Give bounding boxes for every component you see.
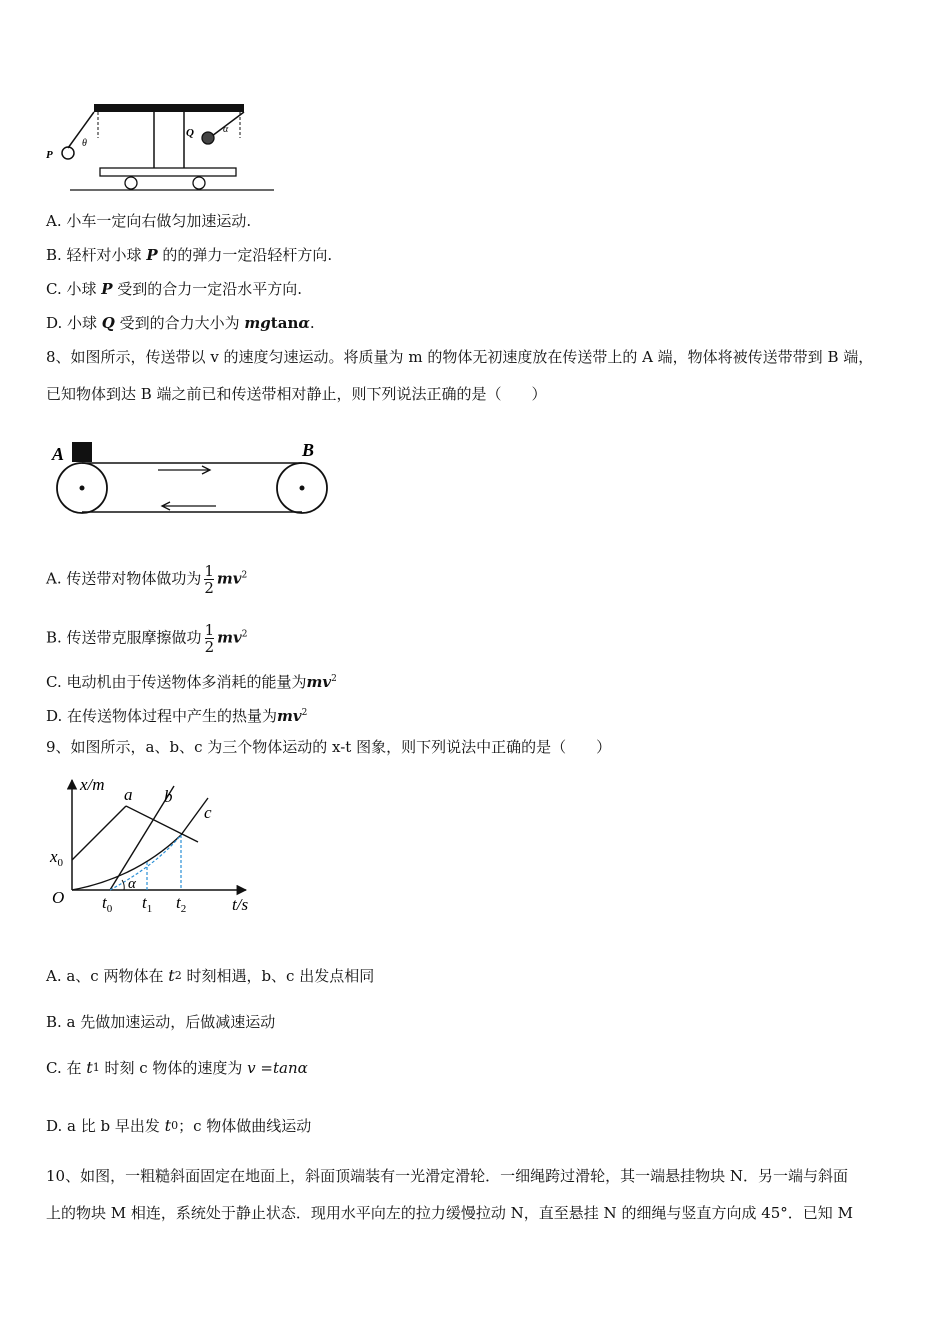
q9-x-axis-label: t/s bbox=[232, 895, 249, 914]
q9-t1-label: $t_1$ bbox=[142, 893, 153, 915]
q9-origin-label: O bbox=[52, 888, 65, 907]
q7-option-d: D. 小球 Q 受到的合力大小为 mgtanα. bbox=[46, 314, 315, 332]
q8-option-c: C. 电动机由于传送物体多消耗的能量为$mv^2$ bbox=[46, 673, 337, 691]
q9-alpha-label: α bbox=[128, 876, 136, 892]
q7-label-theta: θ bbox=[82, 138, 87, 149]
q9-t2-label: $t_2$ bbox=[176, 893, 187, 915]
q9-xt-graph bbox=[46, 770, 266, 920]
q8-label-b: B bbox=[302, 440, 315, 460]
q7-label-q: Q bbox=[186, 127, 194, 139]
q8-option-b: B. 传送带克服摩擦做功 $\frac{1}{2}$ $mv^2$ bbox=[46, 621, 248, 656]
q9-line-a-label: a bbox=[124, 785, 133, 804]
q9-x0-label: $x_0$ bbox=[50, 847, 64, 869]
q7-option-c: C. 小球 P 受到的合力一定沿水平方向. bbox=[46, 280, 303, 298]
q8-option-b-fraction: $\frac{1}{2}$ bbox=[204, 621, 215, 656]
q8-option-d: D. 在传送物体过程中产生的热量为$mv^2$ bbox=[46, 707, 308, 725]
q8-option-a: A. 传送带对物体做功为 $\frac{1}{2}$ $mv^2$ bbox=[46, 562, 248, 597]
q9-y-axis-label: x/m bbox=[80, 775, 105, 794]
q8-option-a-fraction: $\frac{1}{2}$ bbox=[204, 562, 214, 597]
q8-conveyor-figure bbox=[50, 436, 335, 520]
q8-label-a: A bbox=[52, 444, 65, 464]
q7-option-b: B. 轻杆对小球 P 的的弹力一定沿轻杆方向. bbox=[46, 246, 333, 264]
q9-option-a: A. a、c 两物体在 $t^2$ 时刻相遇，b、c 出发点相同 bbox=[46, 966, 375, 985]
q9-option-d: D. a 比 b 早出发 $t^0$；c 物体做曲线运动 bbox=[46, 1116, 312, 1135]
q9-line-b-label: b bbox=[164, 787, 173, 806]
q7-label-p: P bbox=[46, 149, 53, 161]
q8-stem-line2: 已知物体到达 B 端之前已和传送带相对静止，则下列说法正确的是（ ） bbox=[46, 385, 547, 403]
q10-stem-line1: 10、如图，一粗糙斜面固定在地面上，斜面顶端装有一光滑定滑轮．一细绳跨过滑轮，其一端悬挂物块 N．另一端与斜面 bbox=[46, 1167, 848, 1185]
q9-option-c: C. 在 $t^1$ 时刻 c 物体的速度为 v =tanα bbox=[46, 1058, 308, 1077]
q7-label-alpha: α bbox=[223, 124, 229, 135]
q9-stem: 9、如图所示，a、b、c 为三个物体运动的 x-t 图象，则下列说法中正确的是（ ） bbox=[46, 738, 612, 756]
q9-t0-label: $t_0$ bbox=[102, 893, 113, 915]
q9-line-c-label: c bbox=[204, 803, 212, 822]
q10-stem-line2: 上的物块 M 相连，系统处于静止状态．现用水平向左的拉力缓慢拉动 N，直至悬挂 N 的细绳与竖直方向成 45°．已知 M bbox=[46, 1204, 853, 1222]
q7-option-a: A. 小车一定向右做匀加速运动. bbox=[46, 212, 252, 230]
q8-stem-line1: 8、如图所示，传送带以 v 的速度匀速运动。将质量为 m 的物体无初速度放在传送带上的 A 端，物体将被传送带带到 B 端， bbox=[46, 348, 874, 366]
q9-option-b: B. a 先做加速运动，后做减速运动 bbox=[46, 1013, 276, 1031]
q7-cart-figure bbox=[44, 98, 284, 202]
